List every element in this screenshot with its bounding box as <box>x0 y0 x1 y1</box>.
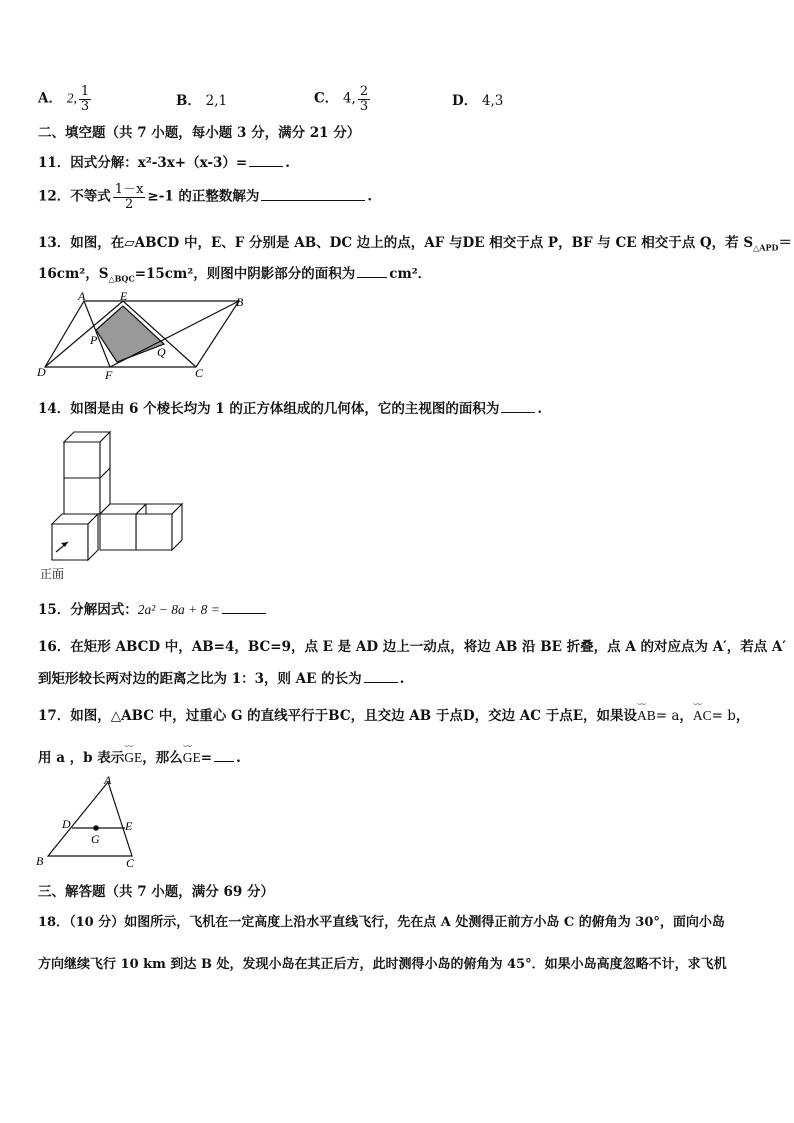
front-label: 正面 <box>40 567 65 581</box>
question-14: 14．如图是由 6 个棱长均为 1 的正方体组成的几何体，它的主视图的面积为 . <box>38 401 543 417</box>
question-17-text-2b: ，那么 <box>142 750 183 766</box>
vector-ge: ⌣⌣ GE <box>124 750 142 766</box>
question-14-text: 14．如图是由 6 个棱长均为 1 的正方体组成的几何体，它的主视图的面积为 <box>38 401 500 417</box>
option-a-label: A． <box>38 90 62 107</box>
option-c-den: 3 <box>359 98 369 114</box>
question-17-line-2: 用 a ，b 表示⌣⌣ GE，那么⌣⌣ GE= . <box>38 746 241 766</box>
question-12-prefix: 12．不等式 <box>38 188 111 205</box>
question-17-text-2a: 用 a ，b 表示 <box>38 750 125 766</box>
question-12: 12．不等式 $\frac{1-x}{2}$ ≥-1 的正整数解为 . <box>38 182 373 212</box>
label-c: C <box>195 366 204 380</box>
answer-blank <box>222 612 266 614</box>
vector-ab: ⌣⌣ AB <box>637 708 656 724</box>
question-12-den: 2 <box>124 196 134 212</box>
question-13-text-1: 13．如图，在▱ABCD 中，E、F 分别是 AB、DC 边上的点，AF 与DE 相交于点 P，BF 与 CE 相交于点 Q，若 S <box>38 235 754 251</box>
vector-ac: ⌣⌣ AC <box>693 708 712 724</box>
option-c <box>314 85 372 113</box>
option-a-fraction <box>79 85 91 113</box>
answer-blank <box>249 165 283 167</box>
answer-blank <box>357 276 387 278</box>
option-d <box>452 89 503 109</box>
option-c-fraction <box>358 85 370 113</box>
label-e: E <box>120 290 128 303</box>
option-a-value: 2, <box>66 90 77 106</box>
question-16-line-1: 16．在矩形 ABCD 中，AB=4，BC=9，点 E 是 AD 边上一动点，将边 AB 沿 BE 折叠，点 A 的对应点为 A′，若点 A′ <box>38 639 786 655</box>
label-d: D <box>62 817 71 831</box>
label-c: C <box>126 856 135 870</box>
triangle-abc <box>48 782 132 856</box>
label-f: F <box>105 368 113 382</box>
option-a-den: 3 <box>80 98 90 114</box>
question-13-text-2c: cm²． <box>389 266 432 282</box>
section-2-title: 二、填空题（共 7 小题，每小题 3 分，满分 21 分） <box>38 125 361 141</box>
question-15 <box>38 598 268 618</box>
question-17-text-2c: = <box>200 750 213 766</box>
vector-ge-2: ⌣⌣ GE <box>183 750 201 766</box>
label-e: E <box>125 819 133 833</box>
question-13-eq: ＝ <box>778 235 792 251</box>
question-18-line-1: 18．（10 分）如图所示，飞机在一定高度上沿水平直线飞行，先在点 A 处测得正前方小岛 C 的俯角为 30°，面向小岛 <box>38 915 725 930</box>
question-12-num: 1－x <box>114 182 144 197</box>
label-b: B <box>36 854 44 868</box>
answer-blank <box>261 199 365 201</box>
vector-ac-eq: = b <box>711 708 736 724</box>
option-d-value: 4,3 <box>481 93 504 109</box>
centroid-point <box>93 825 99 831</box>
cube-solid-figure <box>36 424 188 580</box>
option-b-label: B． <box>176 93 201 109</box>
question-12-fraction <box>113 183 146 211</box>
answer-blank <box>501 411 535 413</box>
triangle-figure <box>32 772 142 870</box>
option-d-label: D． <box>452 93 478 109</box>
label-d: D <box>37 365 46 379</box>
option-c-label: C． <box>314 90 339 107</box>
question-13-line-2 <box>38 262 431 284</box>
answer-blank <box>364 681 398 683</box>
question-13-text-2b: =15cm²，则图中阴影部分的面积为 <box>134 266 356 282</box>
vector-ab-eq: = a <box>655 708 680 724</box>
label-a: A <box>104 773 112 787</box>
option-a <box>38 85 93 113</box>
question-15-expression: 2a² − 8a + 8 = <box>137 602 220 617</box>
question-13-sub-1: △APD <box>753 242 779 253</box>
label-q: Q <box>157 345 166 359</box>
question-11: 11．因式分解：x²-3x+（x-3）= . <box>38 155 290 171</box>
question-13-sub-2: △BQC <box>108 273 135 284</box>
question-12-suffix: ≥-1 的正整数解为 <box>147 188 260 205</box>
question-13-line-1 <box>38 231 792 253</box>
parallelogram-figure <box>34 290 254 382</box>
question-17-text-1: 17．如图，△ABC 中，过重心 G 的直线平行于BC，且交边 AB 于点D，交边 AC 于点E，如果设 <box>38 708 637 724</box>
option-b-value: 2,1 <box>205 93 228 109</box>
option-c-value: 4, <box>342 90 356 107</box>
option-a-num: 1 <box>80 84 90 99</box>
question-15-prefix: 15．分解因式： <box>38 602 138 618</box>
option-b <box>176 89 227 109</box>
question-18-line-2: 方向继续飞行 10 km 到达 B 处，发现小岛在其正后方，此时测得小岛的俯角为 45°．如果小岛高度忽略不计，求飞机 <box>38 957 727 972</box>
question-16-line-2: 到矩形较长两对边的距离之比为 1：3，则 AE 的长为 . <box>38 671 405 687</box>
option-c-num: 2 <box>359 84 369 99</box>
question-17-line-1: 17．如图，△ABC 中，过重心 G 的直线平行于BC，且交边 AB 于点D，交边 AC 于点E，如果设⌣⌣ AB= a，⌣⌣ AC= b， <box>38 704 749 724</box>
label-a: A <box>78 290 86 303</box>
question-11-text: 11．因式分解：x²-3x+（x-3）= <box>38 155 248 171</box>
label-g: G <box>91 832 100 846</box>
question-16-text-2: 到矩形较长两对边的距离之比为 1：3，则 AE 的长为 <box>38 671 362 687</box>
section-3-title: 三、解答题（共 7 小题，满分 69 分） <box>38 884 274 900</box>
question-13-text-2a: 16cm²，S <box>38 266 109 282</box>
label-p: P <box>90 333 98 347</box>
label-b: B <box>236 295 244 309</box>
answer-blank <box>214 760 234 762</box>
